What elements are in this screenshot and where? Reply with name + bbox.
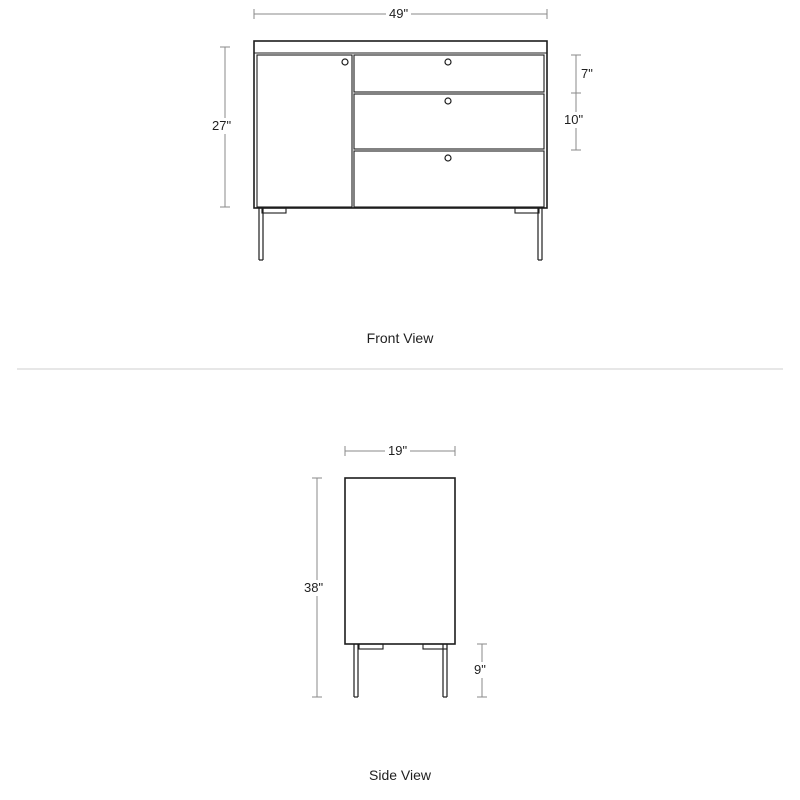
drawer-knob-bottom	[445, 155, 451, 161]
front-view-drawing	[220, 9, 581, 260]
door-knob	[342, 59, 348, 65]
side-leg-height-label: 9"	[471, 662, 489, 678]
drawer-knob-middle	[445, 98, 451, 104]
front-drawer-top-label: 7"	[578, 66, 596, 82]
side-view-drawing	[312, 446, 487, 697]
front-view-caption: Front View	[366, 330, 434, 346]
drawer-knob-top	[445, 59, 451, 65]
cabinet-side	[345, 478, 455, 644]
side-legs	[354, 644, 447, 697]
front-drawer-middle-label: 10"	[561, 112, 586, 128]
front-height-label: 27"	[209, 118, 234, 134]
side-view-caption: Side View	[368, 767, 432, 783]
front-width-label: 49"	[386, 6, 411, 22]
front-legs	[259, 208, 542, 260]
side-height-label: 38"	[301, 580, 326, 596]
side-depth-label: 19"	[385, 443, 410, 459]
cabinet-front	[254, 41, 547, 208]
